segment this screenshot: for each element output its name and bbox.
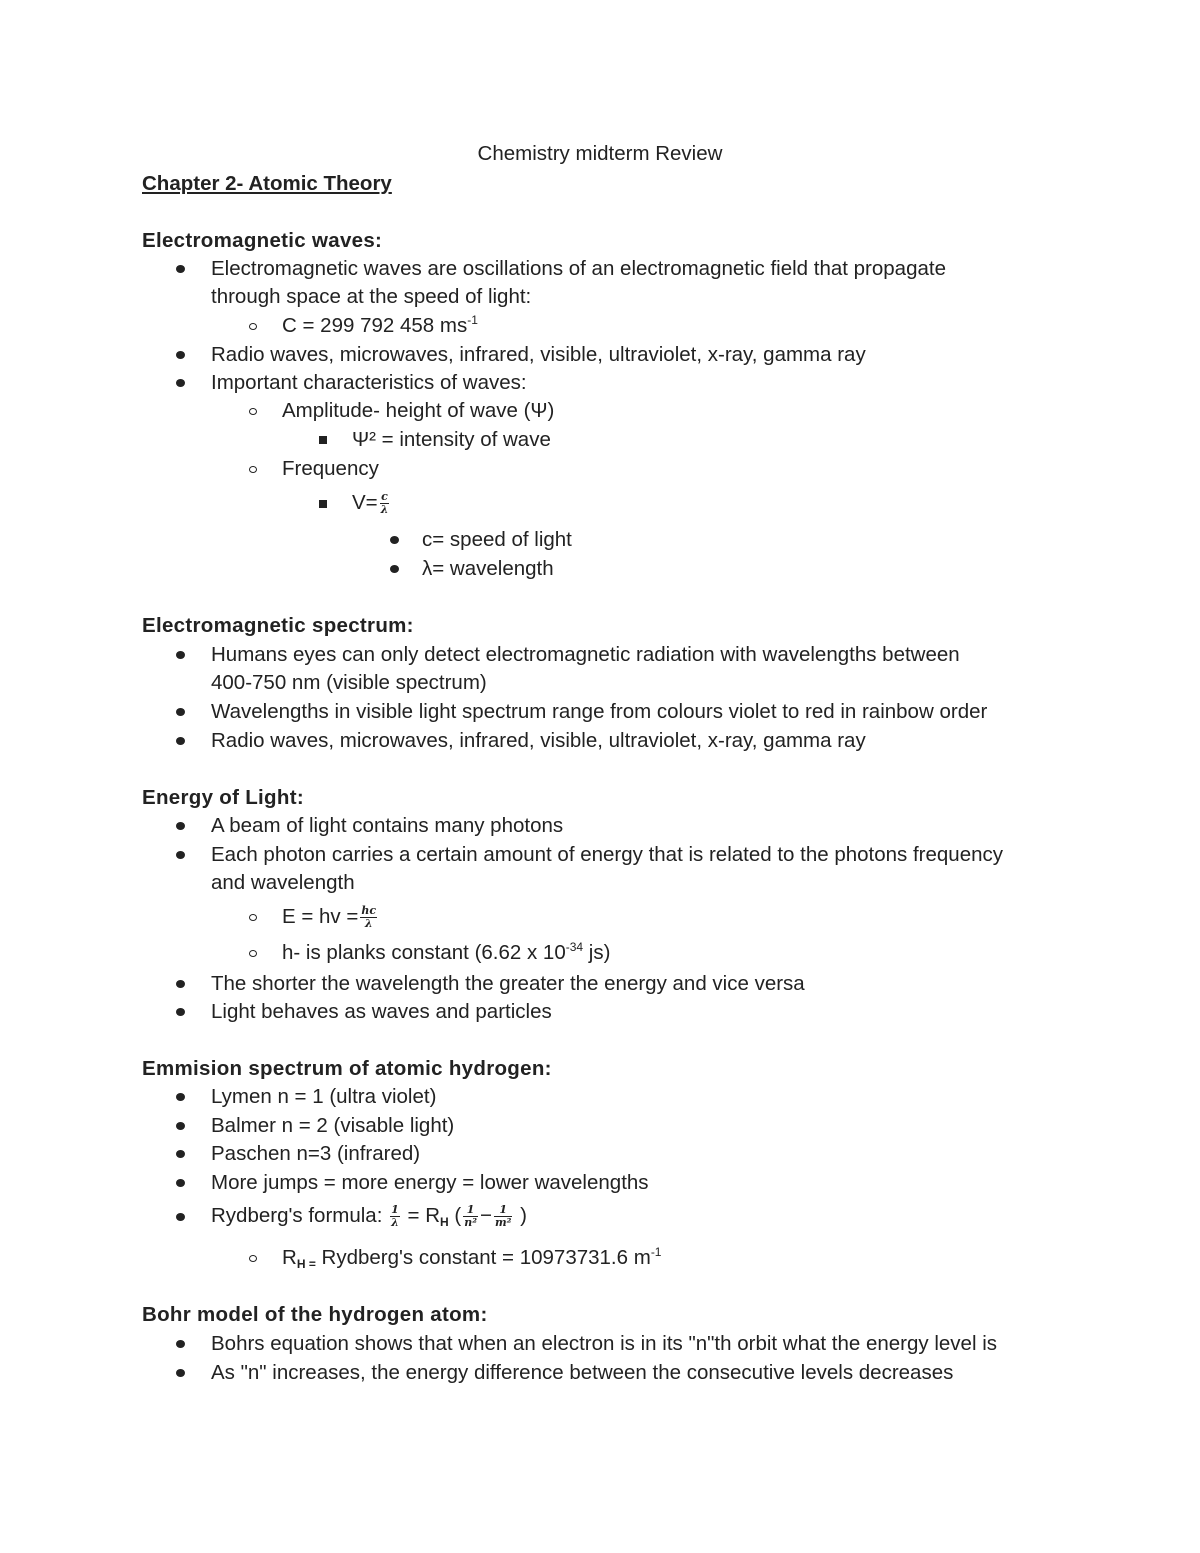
list-item: More jumps = more energy = lower wavelengths: [211, 1171, 649, 1194]
list-item: As "n" increases, the energy difference between the consecutive levels decreases: [211, 1361, 954, 1384]
subscript: H =: [296, 1257, 316, 1271]
exponent: -1: [650, 1245, 662, 1259]
bullet-disc-icon: [176, 1340, 185, 1348]
section-heading-em-spectrum: Electromagnetic spectrum:: [142, 614, 414, 637]
speed-of-light-formula: [282, 313, 478, 339]
bullet-disc-icon: [176, 708, 185, 716]
rydberg-constant: [282, 1245, 661, 1271]
list-item-continuation: 400-750 nm (visible spectrum): [211, 671, 487, 694]
bullet-disc-icon: [176, 1122, 185, 1130]
section-heading-energy-of-light: Energy of Light:: [142, 786, 304, 809]
formula-text: (: [448, 1204, 462, 1227]
list-item: Frequency: [282, 457, 379, 480]
bullet-disc-icon: [390, 565, 399, 573]
list-item: Radio waves, microwaves, infrared, visible, ultraviolet, x-ray, gamma ray: [211, 729, 866, 752]
list-item: Humans eyes can only detect electromagnetic radiation with wavelengths between: [211, 643, 960, 666]
document-title: Chemistry midterm Review: [477, 142, 723, 165]
bullet-circle-icon: [249, 914, 257, 921]
list-item: Electromagnetic waves are oscillations of an electromagnetic field that propagate: [211, 257, 946, 280]
section-heading-bohr-model: Bohr model of the hydrogen atom:: [142, 1303, 488, 1326]
formula-text: h- is planks constant (6.62 x 10: [282, 941, 566, 964]
denominator: λ: [364, 917, 373, 931]
bullet-circle-icon: [249, 323, 257, 330]
rydberg-formula: [211, 1203, 527, 1229]
formula-text: js): [583, 941, 611, 964]
bullet-disc-icon: [176, 651, 185, 659]
formula-text: E = hv =: [282, 905, 359, 928]
chapter-heading: Chapter 2- Atomic Theory: [142, 172, 392, 195]
formula-text: = R: [401, 1204, 440, 1227]
bullet-disc-icon: [176, 1008, 185, 1016]
section-heading-em-waves: Electromagnetic waves:: [142, 229, 383, 252]
list-item: c= speed of light: [422, 528, 572, 551]
list-item-continuation: and wavelength: [211, 871, 355, 894]
list-item: Balmer n = 2 (visable light): [211, 1114, 455, 1137]
denominator: n²: [464, 1216, 478, 1230]
bullet-disc-icon: [390, 536, 399, 544]
bullet-disc-icon: [176, 737, 185, 745]
formula-label: Rydberg's formula:: [211, 1204, 383, 1227]
formula-text: V=: [352, 491, 378, 514]
bullet-disc-icon: [176, 1093, 185, 1101]
bullet-square-icon: [319, 436, 327, 444]
bullet-square-icon: [319, 500, 327, 508]
numerator: 1: [494, 1204, 512, 1217]
formula-text: ): [514, 1204, 528, 1227]
fraction: [380, 491, 390, 516]
denominator: λ: [391, 1216, 399, 1230]
bullet-disc-icon: [176, 1369, 185, 1377]
bullet-disc-icon: [176, 1213, 185, 1221]
list-item-continuation: through space at the speed of light:: [211, 285, 532, 308]
exponent: -34: [565, 940, 584, 954]
list-item: Bohrs equation shows that when an electron is in its "n"th orbit what the energy level is: [211, 1332, 998, 1355]
list-item: Wavelengths in visible light spectrum range from colours violet to red in rainbow order: [211, 700, 988, 723]
denominator: λ: [380, 503, 389, 517]
bullet-disc-icon: [176, 851, 185, 859]
photon-energy-formula: [282, 904, 379, 930]
minus-sign: −: [480, 1204, 493, 1227]
bullet-circle-icon: [249, 1255, 257, 1262]
fraction: [494, 1204, 512, 1229]
list-item: Amplitude- height of wave (Ψ): [282, 399, 555, 422]
bullet-disc-icon: [176, 351, 185, 359]
list-item: The shorter the wavelength the greater the energy and vice versa: [211, 972, 805, 995]
bullet-circle-icon: [249, 408, 257, 415]
fraction: [390, 1204, 400, 1229]
list-item: Each photon carries a certain amount of energy that is related to the photons frequency: [211, 843, 1004, 866]
fraction: [463, 1204, 478, 1229]
list-item: Paschen n=3 (infrared): [211, 1142, 421, 1165]
list-item: λ= wavelength: [422, 557, 554, 580]
list-item: Important characteristics of waves:: [211, 371, 527, 394]
numerator: 1: [391, 1203, 399, 1217]
bullet-disc-icon: [176, 265, 185, 273]
section-heading-emission-spectrum: Emmision spectrum of atomic hydrogen:: [142, 1057, 552, 1080]
list-item: Radio waves, microwaves, infrared, visible, ultraviolet, x-ray, gamma ray: [211, 343, 866, 366]
formula-text: Rydberg's constant = 10973731.6 m: [315, 1246, 651, 1269]
fraction: [360, 905, 377, 930]
bullet-disc-icon: [176, 1150, 185, 1158]
formula-text: C = 299 792 458 ms: [282, 314, 468, 337]
bullet-disc-icon: [176, 379, 185, 387]
denominator: m²: [495, 1216, 512, 1230]
exponent: -1: [467, 313, 478, 327]
planck-constant: [282, 940, 610, 966]
subscript: H: [440, 1215, 449, 1229]
bullet-circle-icon: [249, 466, 257, 473]
bullet-disc-icon: [176, 822, 185, 830]
bullet-disc-icon: [176, 1179, 185, 1187]
formula-text: R: [282, 1246, 297, 1269]
list-item: Lymen n = 1 (ultra violet): [211, 1085, 437, 1108]
bullet-circle-icon: [249, 950, 257, 957]
list-item: Ψ² = intensity of wave: [352, 428, 551, 451]
list-item: A beam of light contains many photons: [211, 814, 564, 837]
bullet-disc-icon: [176, 980, 185, 988]
numerator: 1: [463, 1204, 478, 1217]
numerator: c: [381, 490, 388, 504]
frequency-formula: [352, 490, 391, 516]
numerator: hc: [361, 904, 377, 918]
list-item: Light behaves as waves and particles: [211, 1000, 552, 1023]
